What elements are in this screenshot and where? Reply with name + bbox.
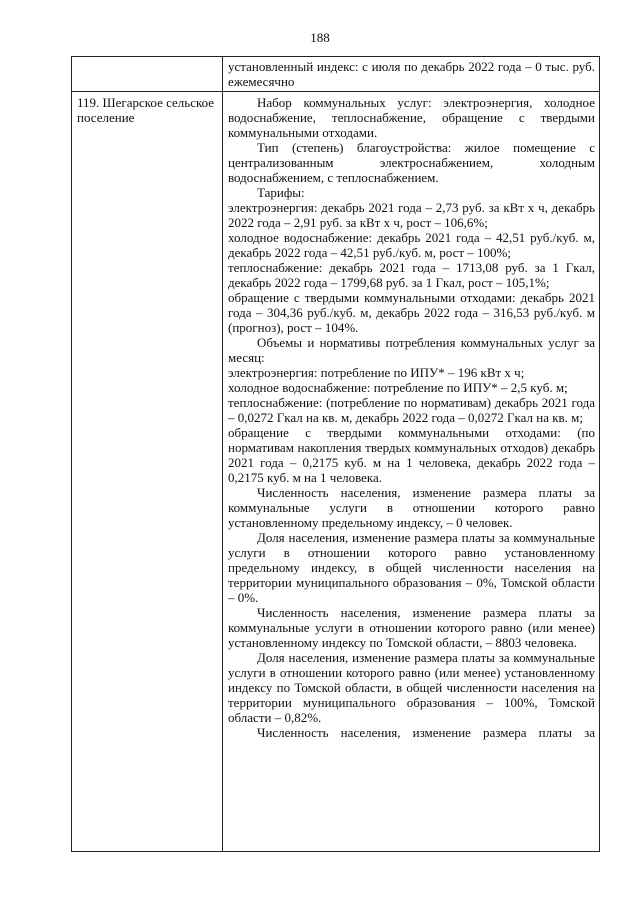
table-border-left: [71, 57, 72, 851]
paragraph: Объемы и нормативы потребления коммунальных услуг за месяц:: [228, 335, 595, 365]
paragraph: Численность населения, изменение размера платы за коммунальные услуги в отношении которого равно (или менее) установленному индексу по Томской области, – 8803 человека.: [228, 605, 595, 650]
table-border-right: [599, 57, 600, 851]
details-cell: [228, 95, 595, 740]
paragraph: Тип (степень) благоустройства: жилое помещение с централизованным электроснабжением, холодным водоснабжением, с теплоснабжением.: [228, 140, 595, 185]
tariff-table: [71, 56, 600, 852]
municipality-name: 119. Шегарское сельское поселение: [77, 95, 215, 125]
paragraph: холодное водоснабжение: потребление по ИПУ* – 2,5 куб. м;: [228, 380, 568, 395]
column-divider: [222, 57, 223, 851]
paragraph: холодное водоснабжение: декабрь 2021 года – 42,51 руб./куб. м, декабрь 2022 года – 42,51 руб./куб. м, рост – 100%;: [228, 230, 595, 260]
row-divider: [71, 91, 600, 92]
paragraph: электроэнергия: декабрь 2021 года – 2,73 руб. за кВт х ч, декабрь 2022 года – 2,91 руб. за кВт х ч, рост – 106,6%;: [228, 200, 595, 230]
paragraph: теплоснабжение: декабрь 2021 года – 1713,08 руб. за 1 Гкал, декабрь 2022 года – 1799,68 руб. за 1 Гкал, рост – 105,1%;: [228, 260, 595, 290]
paragraph: теплоснабжение: (потребление по нормативам) декабрь 2021 года – 0,0272 Гкал на кв. м, декабрь 2022 года – 0,0272 Гкал на кв. м;: [228, 395, 595, 425]
paragraph: Численность населения, изменение размера платы за коммунальные услуги в отношении которого равно установленному предельному индексу, – 0 человек.: [228, 485, 595, 530]
paragraph: Доля населения, изменение размера платы за коммунальные услуги в отношении которого равно установленному предельному индексу, в общей численности населения на территории муниципального образования – 0%, Томской области – 0%.: [228, 530, 595, 605]
continued-text: установленный индекс: с июля по декабрь 2022 года – 0 тыс. руб. ежемесячно: [228, 59, 595, 89]
paragraph: обращение с твердыми коммунальными отходами: декабрь 2021 года – 304,36 руб./куб. м, декабрь 2022 года – 316,53 руб./куб. м (прогноз), рост – 104%.: [228, 290, 595, 335]
paragraph: Доля населения, изменение размера платы за коммунальные услуги в отношении которого равно (или менее) установленному индексу по Томской области, в общей численности населения на территории муниципального образования – 100%, Томской области – 0,82%.: [228, 650, 595, 725]
continued-cell: [228, 59, 595, 89]
paragraph: Тарифы:: [257, 185, 305, 200]
municipality-cell: [77, 95, 221, 125]
paragraph: обращение с твердыми коммунальными отходами: (по нормативам накопления твердых коммунальных отходов) декабрь 2021 года – 0,2175 куб. м на 1 человека, декабрь 2022 года – 0,2175 куб. м на 1 человека.: [228, 425, 595, 485]
page-number: 188: [310, 30, 330, 45]
paragraph: Набор коммунальных услуг: электроэнергия, холодное водоснабжение, теплоснабжение, обращение с твердыми коммунальными отходами.: [228, 95, 595, 140]
paragraph: Численность населения, изменение размера платы за: [257, 725, 595, 740]
paragraph: электроэнергия: потребление по ИПУ* – 196 кВт х ч;: [228, 365, 525, 380]
